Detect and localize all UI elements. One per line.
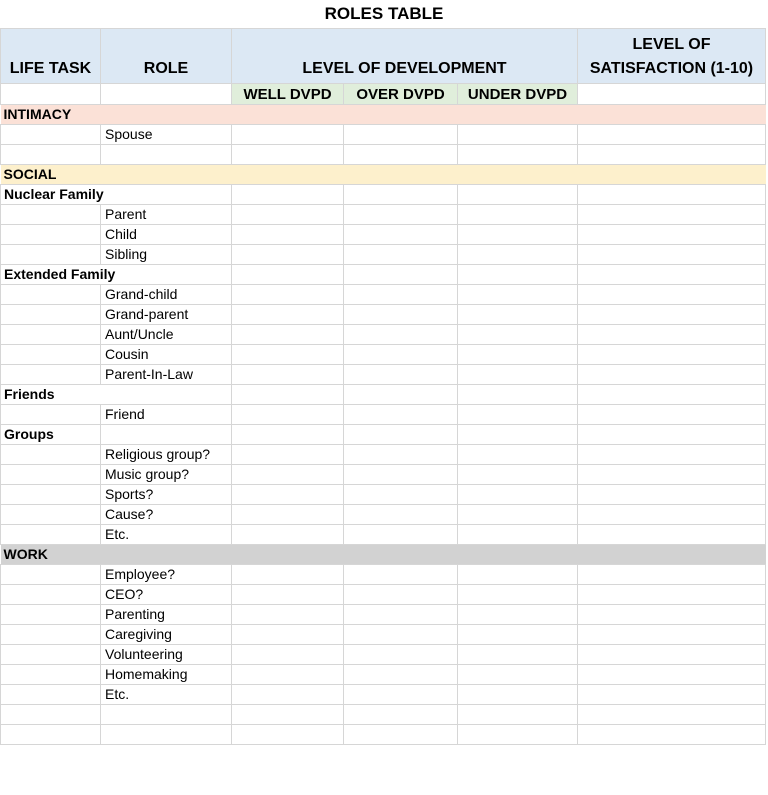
table-row (1, 405, 766, 425)
satisfaction-header-line1: LEVEL OF (632, 36, 711, 53)
page-title: ROLES TABLE (324, 4, 444, 23)
section-label-work: WORK (1, 545, 766, 565)
table-row (1, 625, 766, 645)
group-label: Groups (1, 425, 101, 445)
role-cell[interactable]: Volunteering (101, 645, 232, 665)
role-cell[interactable]: Caregiving (101, 625, 232, 645)
over-developed-header: OVER DVPD (344, 84, 458, 105)
satisfaction-header-line2: SATISFACTION (1-10) (589, 60, 754, 77)
group-label: Nuclear Family (1, 185, 232, 205)
role-cell[interactable]: Religious group? (101, 445, 232, 465)
role-cell[interactable]: Aunt/Uncle (101, 325, 232, 345)
role-cell[interactable]: Music group? (101, 465, 232, 485)
section-row-work (1, 545, 766, 565)
role-cell[interactable]: Parent-In-Law (101, 365, 232, 385)
group-row-extended-family (1, 265, 766, 285)
table-row (1, 305, 766, 325)
cell[interactable] (578, 84, 766, 105)
section-label-intimacy: INTIMACY (1, 105, 766, 125)
role-cell[interactable]: Employee? (101, 565, 232, 585)
table-row (1, 505, 766, 525)
cell[interactable] (1, 84, 101, 105)
group-row-groups (1, 425, 766, 445)
life-task-header: LIFE TASK (1, 29, 101, 84)
table-row (1, 225, 766, 245)
table-row (1, 665, 766, 685)
table-row (1, 485, 766, 505)
header-row (1, 29, 766, 84)
table-row (1, 325, 766, 345)
table-row (1, 145, 766, 165)
group-label: Extended Family (1, 265, 232, 285)
well-developed-header: WELL DVPD (232, 84, 344, 105)
table-row (1, 585, 766, 605)
table-row (1, 365, 766, 385)
table-row (1, 705, 766, 725)
role-cell[interactable]: Sibling (101, 245, 232, 265)
table-row (1, 345, 766, 365)
group-row-nuclear-family (1, 185, 766, 205)
role-cell[interactable]: Etc. (101, 525, 232, 545)
role-cell[interactable]: Spouse (101, 125, 232, 145)
table-row (1, 125, 766, 145)
role-cell[interactable]: Sports? (101, 485, 232, 505)
table-row (1, 285, 766, 305)
role-cell[interactable]: CEO? (101, 585, 232, 605)
section-label-social: SOCIAL (1, 165, 766, 185)
role-cell[interactable]: Homemaking (101, 665, 232, 685)
table-row (1, 205, 766, 225)
level-of-development-header: LEVEL OF DEVELOPMENT (232, 29, 578, 84)
cell[interactable] (101, 84, 232, 105)
section-row-intimacy (1, 105, 766, 125)
role-cell[interactable]: Etc. (101, 685, 232, 705)
role-cell[interactable]: Parenting (101, 605, 232, 625)
role-cell[interactable]: Grand-parent (101, 305, 232, 325)
table-row (1, 685, 766, 705)
table-row (1, 725, 766, 745)
table-row (1, 565, 766, 585)
table-row (1, 465, 766, 485)
level-of-satisfaction-header (578, 29, 766, 84)
role-cell[interactable]: Child (101, 225, 232, 245)
table-row (1, 245, 766, 265)
subheader-row (1, 84, 766, 105)
table-row (1, 605, 766, 625)
section-row-social (1, 165, 766, 185)
table-row (1, 525, 766, 545)
table-row (1, 445, 766, 465)
under-developed-header: UNDER DVPD (458, 84, 578, 105)
table-row (1, 645, 766, 665)
role-cell[interactable]: Grand-child (101, 285, 232, 305)
role-header: ROLE (101, 29, 232, 84)
role-cell[interactable]: Friend (101, 405, 232, 425)
group-label: Friends (1, 385, 232, 405)
role-cell[interactable]: Cause? (101, 505, 232, 525)
group-row-friends (1, 385, 766, 405)
role-cell[interactable]: Parent (101, 205, 232, 225)
role-cell[interactable]: Cousin (101, 345, 232, 365)
roles-table (0, 28, 766, 745)
